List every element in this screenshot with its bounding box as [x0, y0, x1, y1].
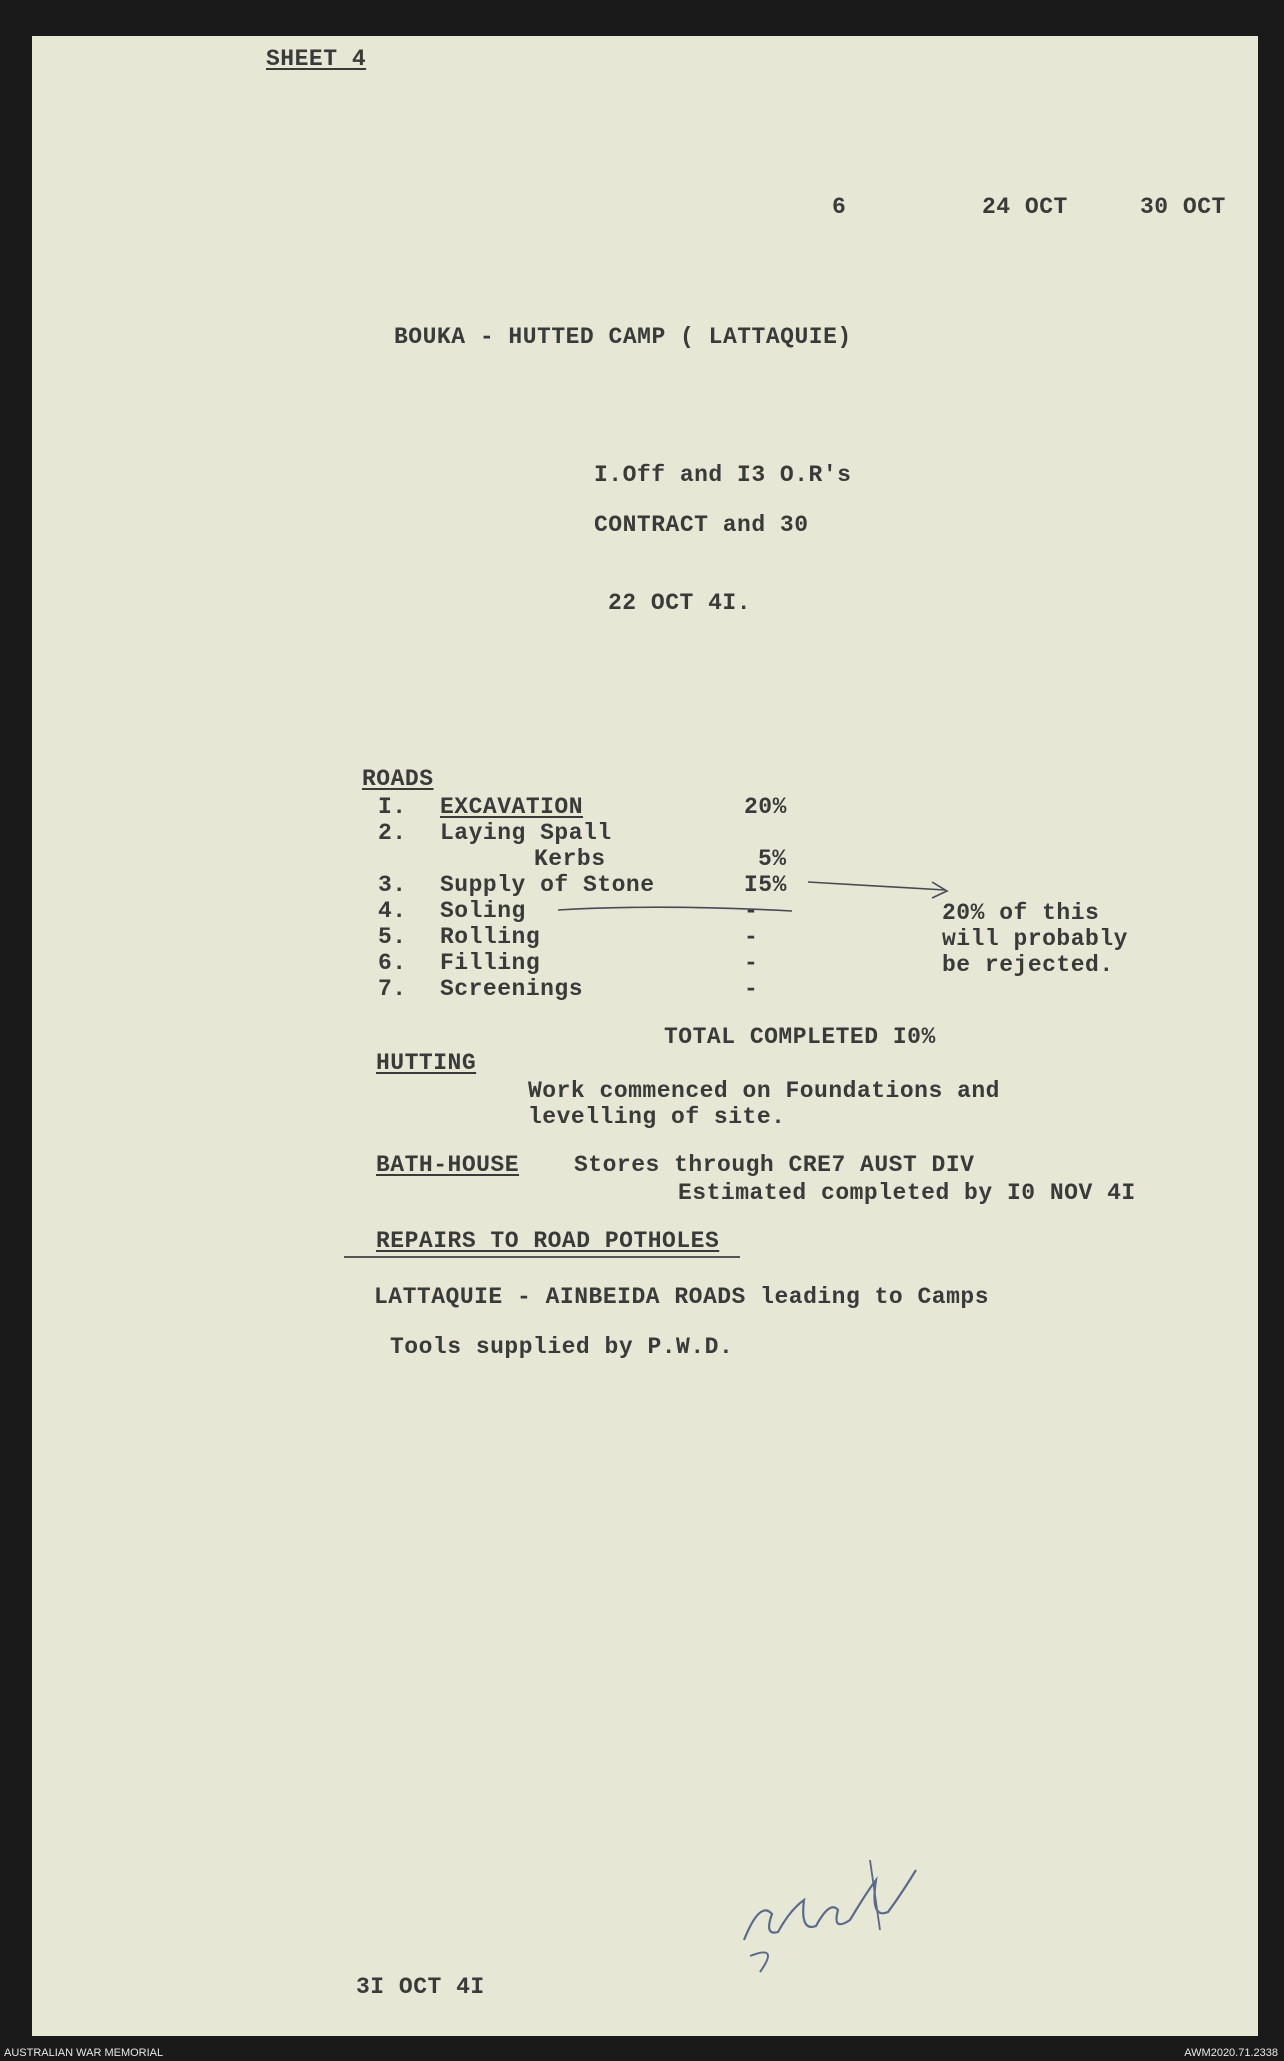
roads-item-2-label: Laying Spall — [440, 820, 612, 846]
date-to: 30 OCT — [1140, 194, 1226, 220]
footer-credit: AUSTRALIAN WAR MEMORIAL — [4, 2047, 164, 2059]
repairs-line-2: Tools supplied by P.W.D. — [390, 1334, 734, 1360]
bath-house-line-1: Stores through CRE7 AUST DIV — [574, 1152, 975, 1178]
hutting-line-1: Work commenced on Foundations and — [528, 1078, 1000, 1104]
roads-item-7-label: Screenings — [440, 976, 584, 1002]
roads-item-4-label: Soling — [440, 898, 526, 924]
repairs-heading: REPAIRS TO ROAD POTHOLES — [376, 1228, 720, 1254]
roads-heading: ROADS — [362, 766, 434, 792]
roads-item-1-num: I. — [378, 794, 407, 820]
roads-note-line-2: will probably — [942, 926, 1128, 952]
roads-item-6-label: Filling — [440, 950, 541, 976]
roads-item-kerbs-value: 5% — [758, 846, 787, 872]
roads-item-5-label: Rolling — [440, 924, 541, 950]
start-date: 22 OCT 4I. — [608, 590, 752, 616]
closing-date: 3I OCT 4I — [356, 1974, 485, 2000]
roads-item-5-value: - — [744, 924, 759, 950]
roads-item-4-value: - — [744, 898, 759, 924]
roads-item-6-value: - — [744, 950, 759, 976]
hutting-line-2: levelling of site. — [528, 1104, 786, 1130]
roads-item-6-num: 6. — [378, 950, 407, 976]
hutting-heading: HUTTING — [376, 1050, 477, 1076]
contract-line: CONTRACT and 30 — [594, 512, 809, 538]
roads-item-7-value: - — [744, 976, 759, 1002]
repairs-line-1: LATTAQUIE - AINBEIDA ROADS leading to Camps — [374, 1284, 989, 1310]
bath-house-heading: BATH-HOUSE — [376, 1152, 520, 1178]
footer-reference: AWM2020.71.2338 — [1184, 2047, 1278, 2059]
roads-item-7-num: 7. — [378, 976, 407, 1002]
roads-item-4-num: 4. — [378, 898, 407, 924]
roads-item-3-num: 3. — [378, 872, 407, 898]
column-number: 6 — [832, 194, 847, 220]
roads-note-line-3: be rejected. — [942, 952, 1114, 978]
roads-item-3-label: Supply of Stone — [440, 872, 655, 898]
roads-item-1-label: EXCAVATION — [440, 794, 584, 820]
personnel-line: I.Off and I3 O.R's — [594, 462, 852, 488]
roads-item-2-num: 2. — [378, 820, 407, 846]
date-from: 24 OCT — [982, 194, 1068, 220]
sheet-label: SHEET 4 — [266, 46, 367, 72]
roads-note-line-1: 20% of this — [942, 900, 1100, 926]
roads-item-1-value: 20% — [744, 794, 787, 820]
signature — [720, 1840, 940, 1980]
bath-house-line-2: Estimated completed by I0 NOV 4I — [678, 1180, 1136, 1206]
roads-total: TOTAL COMPLETED I0% — [664, 1024, 936, 1050]
roads-item-kerbs-label: Kerbs — [534, 846, 606, 872]
roads-item-3-value: I5% — [744, 872, 787, 898]
roads-item-5-num: 5. — [378, 924, 407, 950]
document-title: BOUKA - HUTTED CAMP ( LATTAQUIE) — [394, 324, 852, 350]
repairs-heading-rule — [344, 1256, 740, 1258]
